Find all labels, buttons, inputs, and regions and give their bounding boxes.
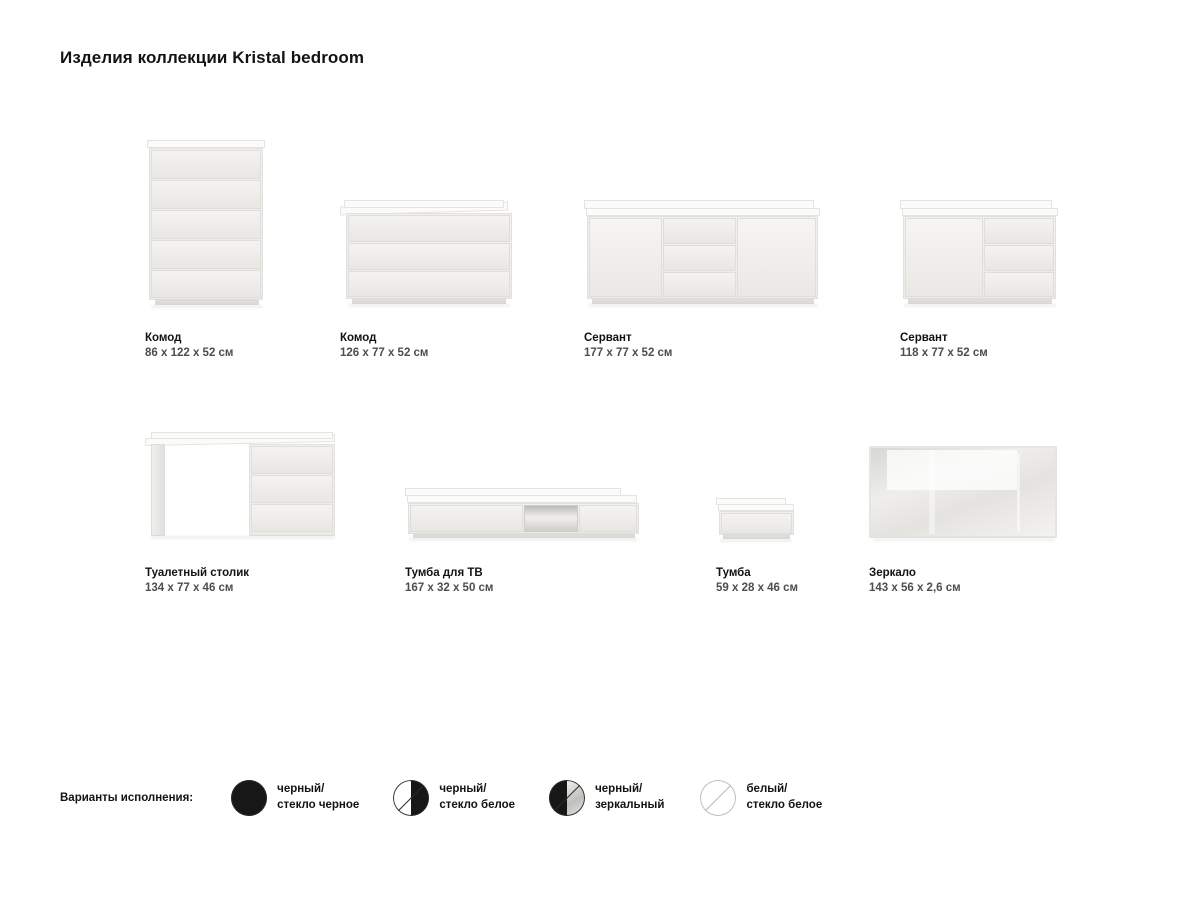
variant-line-1: белый/ [746,783,788,796]
drop-shadow [873,538,1055,541]
drawer [151,150,261,179]
product-caption-2 [340,332,428,359]
product-caption-4 [900,332,988,359]
drawer [984,272,1054,297]
page-title: Изделия коллекции Kristal bedroom [60,48,365,67]
furniture-nightstand [716,498,796,546]
variant-line-2: стекло белое [746,799,823,811]
drawer [151,180,261,209]
top-slab [902,208,1058,216]
top-slab [147,140,265,148]
drop-shadow [904,304,1056,307]
drawer [348,271,510,297]
drop-shadow [409,538,637,541]
swatch-black-mirror [549,780,585,816]
variant-line-2: стекло белое [439,799,516,811]
drawer [151,210,261,239]
product-name: Сервант [584,332,632,344]
product-item-6 [405,488,645,548]
furniture-wide-chest [340,196,515,310]
furniture-sideboard-large [584,196,821,312]
table-top-back [151,432,333,439]
drop-shadow [720,539,792,542]
product-name: Тумба для ТВ [405,567,483,579]
variant-black-black[interactable] [231,780,359,816]
drawer [663,218,736,244]
drawer [663,272,736,297]
drawer-left [410,505,523,532]
product-item-2 [340,196,570,310]
leg-panel-left [151,444,165,536]
finish-variants-label: Варианты исполнения: [60,792,194,804]
product-dimensions: 167 x 32 x 50 см [405,582,494,594]
variant-line-1: черный/ [439,783,487,796]
variant-label [277,782,359,813]
drawer [251,446,333,474]
variant-line-1: черный/ [277,783,325,796]
product-caption-8 [869,567,961,594]
drop-shadow [348,304,510,307]
door-left [905,218,983,297]
product-caption-1 [145,332,233,359]
variant-white-white[interactable] [700,780,822,816]
drop-shadow [588,304,818,307]
product-item-7 [716,498,836,546]
product-item-4 [900,196,1080,312]
product-name: Комод [340,332,377,344]
product-item-8 [869,446,1069,546]
drawer [348,215,510,242]
variant-black-white[interactable] [393,780,515,816]
variant-line-1: черный/ [595,783,643,796]
product-caption-3 [584,332,672,359]
swatch-black-white [393,780,429,816]
product-item-3 [584,196,824,312]
product-item-5 [145,430,375,550]
drawer [721,513,792,534]
top-slab-back [344,200,504,208]
open-shelf [524,505,578,532]
variant-line-2: зеркальный [595,799,665,811]
product-caption-7 [716,567,798,594]
furniture-dressing-table [145,430,337,550]
swatch-white-white [700,780,736,816]
product-dimensions: 86 x 122 x 52 см [145,347,234,359]
drop-shadow [151,536,335,539]
mirror-frame [869,446,1057,538]
variant-line-2: стекло черное [277,799,360,811]
product-caption-6 [405,567,493,594]
drawer [663,245,736,271]
drawer [151,240,261,269]
finish-variants [60,780,822,816]
product-dimensions: 177 x 77 x 52 см [584,347,673,359]
product-dimensions: 126 x 77 x 52 см [340,347,429,359]
variant-black-mirror[interactable] [549,780,664,816]
door-right [737,218,816,297]
product-name: Зеркало [869,567,916,579]
swatch-black-black [231,780,267,816]
product-name: Сервант [900,332,948,344]
drawer [251,475,333,503]
drop-shadow [151,305,263,308]
variant-label [595,782,664,813]
furniture-tall-chest [145,140,269,310]
variant-label [746,782,822,813]
furniture-sideboard-small [900,196,1060,312]
door-left [589,218,662,297]
product-name: Комод [145,332,182,344]
top-slab [718,504,794,511]
drawer [348,243,510,270]
product-name: Туалетный столик [145,567,250,579]
furniture-tv-stand [405,488,639,548]
variant-label [439,782,515,813]
top-slab [407,495,637,503]
product-caption-5 [145,567,249,594]
product-dimensions: 118 x 77 x 52 см [900,347,988,359]
drawer [251,504,333,532]
drawer-right [579,505,637,532]
product-name: Тумба [716,567,751,579]
drawer [984,245,1054,271]
drawer [984,218,1054,244]
top-slab [586,208,820,216]
drawer [151,270,261,298]
product-dimensions: 143 x 56 x 2,6 см [869,582,961,594]
furniture-mirror [869,446,1059,542]
product-dimensions: 59 x 28 x 46 см [716,582,799,594]
product-dimensions: 134 x 77 x 46 см [145,582,234,594]
